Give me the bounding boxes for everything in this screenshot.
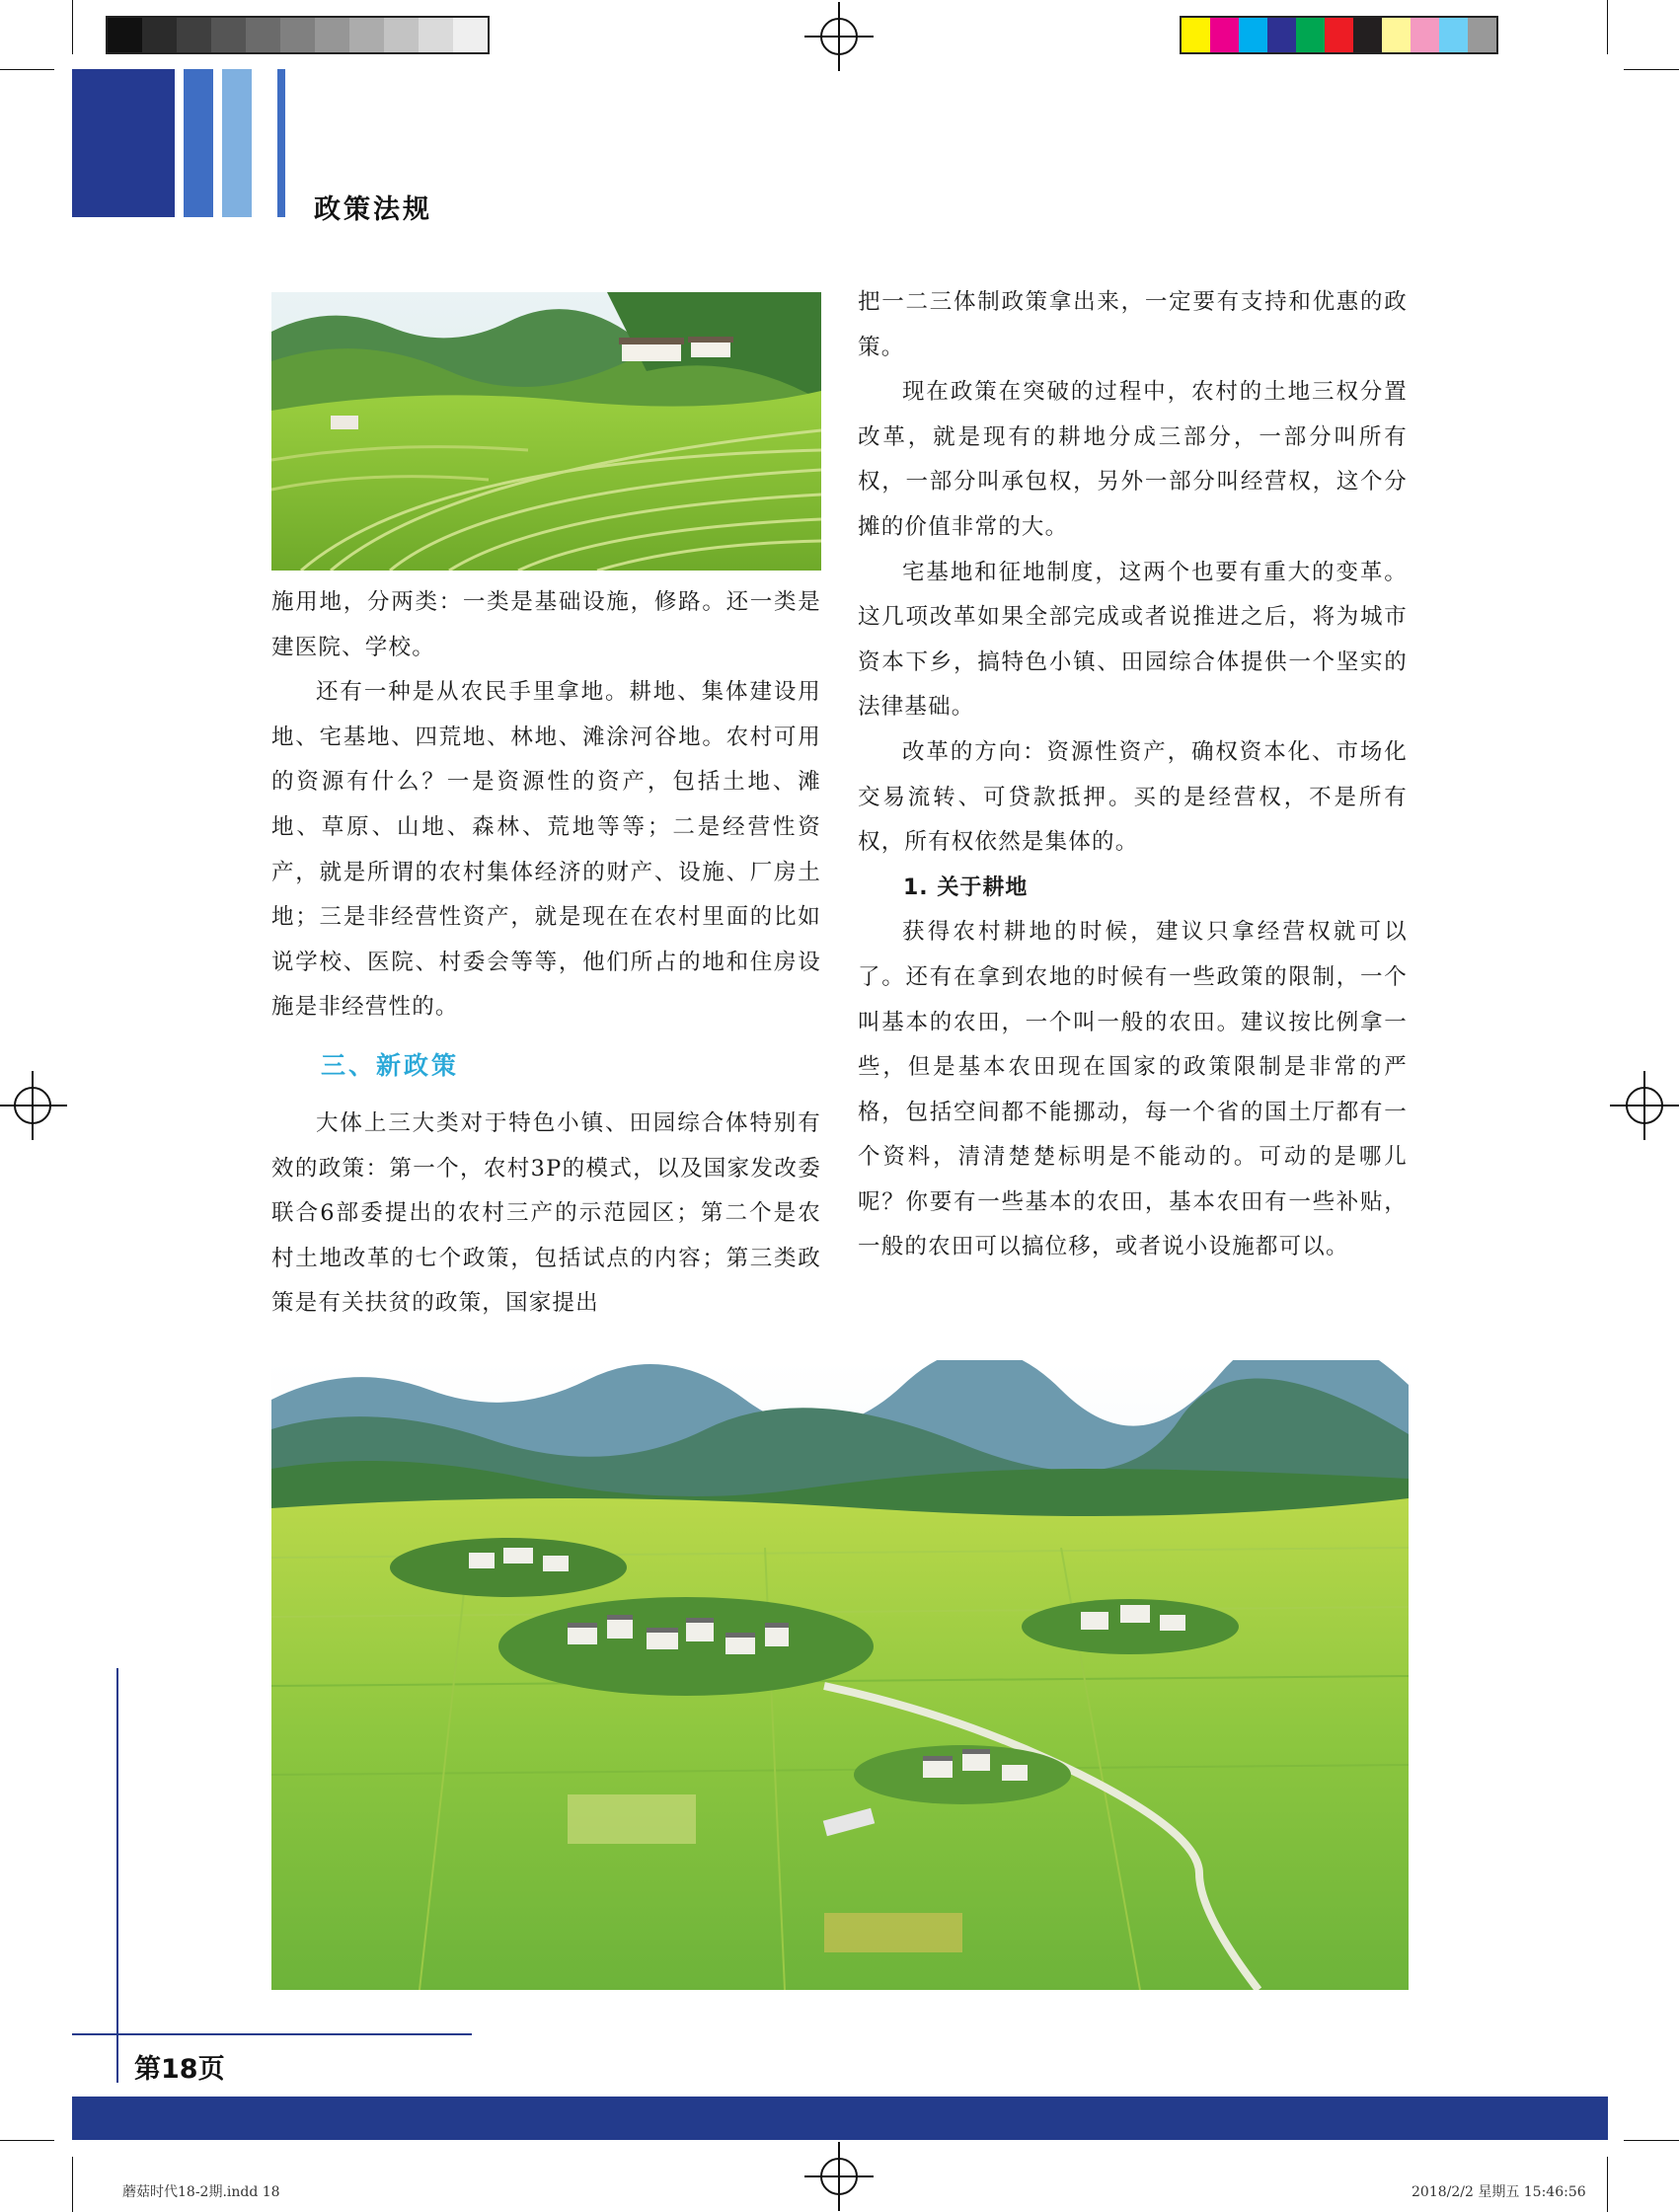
gray-swatch (280, 18, 315, 52)
gray-swatch (177, 18, 211, 52)
paragraph: 改革的方向：资源性资产，确权资本化、市场化交易流转、可贷款抵押。买的是经营权，不是所有权，所有权依然是集体的。 (858, 738, 1408, 856)
subheading: 1. 关于耕地 (903, 875, 1029, 900)
paragraph: 宅基地和征地制度，这两个也要有重大的变革。这几项改革如果全部完成或者说推进之后，将为城市资本下乡，搞特色小镇、田园综合体提供一个坚实的法律基础。 (858, 559, 1408, 721)
paragraph: 获得农村耕地的时候，建议只拿经营权就可以了。还有在拿到农地的时候有一些政策的限制，一个叫基本的农田，一个叫一般的农田。建议按比例拿一些，但是基本农田现在国家的政策限制是非常的严格，包括空间都不能挪动，每一个省的国土厅都有一个资料，清清楚楚标明是不能动的。可动的是哪儿呢？你要有一些基本的农田，基本农田有一些补贴，一般的农田可以搞位移，或者说小设施都可以。 (858, 919, 1408, 1260)
color-swatch (1439, 18, 1468, 52)
paragraph: 还有一种是从农民手里拿地。耕地、集体建设用地、宅基地、四荒地、林地、滩涂河谷地。农村可用的资源有什么？一是资源性的资产，包括土地、滩地、草原、山地、森林、荒地等等；二是经营性资产，就是所谓的农村集体经济的财产、设施、厂房土地；三是非经营性资产，就是现在在农村里面的比如说学校、医院、村委会等等，他们所占的地和住房设施是非经营性的。 (271, 679, 821, 1021)
left-text-column (271, 580, 821, 1327)
color-swatch (1325, 18, 1353, 52)
footer-vertical-rule (116, 1668, 118, 2083)
footer-band (72, 2097, 1608, 2140)
slug-timestamp: 2018/2/2 星期五 15:46:56 (1412, 2184, 1586, 2200)
gray-swatch (349, 18, 384, 52)
color-swatch (1411, 18, 1439, 52)
registration-crosshair-bottom (804, 2142, 874, 2211)
trim-mark (72, 2157, 73, 2212)
registration-crosshair-right (1610, 1071, 1679, 1140)
footer-horizontal-rule (72, 2033, 472, 2035)
trim-mark (1607, 2157, 1608, 2212)
color-swatch (1182, 18, 1210, 52)
header-stripe-dark (72, 69, 175, 217)
registration-crosshair-left (0, 1071, 67, 1140)
gray-swatch (384, 18, 419, 52)
color-swatch (1210, 18, 1239, 52)
color-swatch (1382, 18, 1411, 52)
right-text-column (858, 280, 1408, 1270)
paragraph: 现在政策在突破的过程中，农村的土地三权分置改革，就是现有的耕地分成三部分，一部分叫所有权，一部分叫承包权，另外一部分叫经营权，这个分摊的价值非常的大。 (858, 379, 1408, 540)
header-stripe-thin (277, 69, 285, 217)
color-swatch (1267, 18, 1296, 52)
header-stripe-light (222, 69, 252, 217)
slug-file-info: 蘑菇时代18-2期.indd 18 (122, 2184, 280, 2200)
gray-swatch (453, 18, 488, 52)
gray-swatch (246, 18, 280, 52)
gray-swatch (108, 18, 142, 52)
registration-crosshair-top (804, 2, 874, 71)
page-number: 第18页 (134, 2054, 225, 2085)
paragraph: 施用地，分两类：一类是基础设施，修路。还一类是建医院、学校。 (271, 589, 821, 660)
gray-swatch (315, 18, 349, 52)
color-swatch (1468, 18, 1496, 52)
terraced-fields-photo (271, 292, 821, 571)
valley-village-photo (271, 1360, 1409, 1990)
trim-mark (0, 2140, 54, 2141)
paragraph: 把一二三体制政策拿出来，一定要有支持和优惠的政策。 (858, 289, 1408, 360)
section-title: 政策法规 (314, 194, 432, 225)
color-swatch (1353, 18, 1382, 52)
grayscale-registration-bar (106, 16, 490, 54)
gray-swatch (142, 18, 177, 52)
trim-mark (1624, 69, 1679, 70)
gray-swatch (419, 18, 453, 52)
paragraph: 大体上三大类对于特色小镇、田园综合体特别有效的政策：第一个，农村3P的模式，以及国家发改委联合6部委提出的农村三产的示范园区；第二个是农村土地改革的七个政策，包括试点的内容；第三类政策是有关扶贫的政策，国家提出 (271, 1109, 821, 1317)
gray-swatch (211, 18, 246, 52)
header-stripe-mid (184, 69, 213, 217)
trim-mark (1624, 2140, 1679, 2141)
trim-mark (1607, 0, 1608, 54)
color-registration-bar (1180, 16, 1498, 54)
section-heading: 三、新政策 (321, 1050, 460, 1080)
color-swatch (1296, 18, 1325, 52)
color-swatch (1239, 18, 1267, 52)
trim-mark (72, 0, 73, 54)
trim-mark (0, 69, 54, 70)
